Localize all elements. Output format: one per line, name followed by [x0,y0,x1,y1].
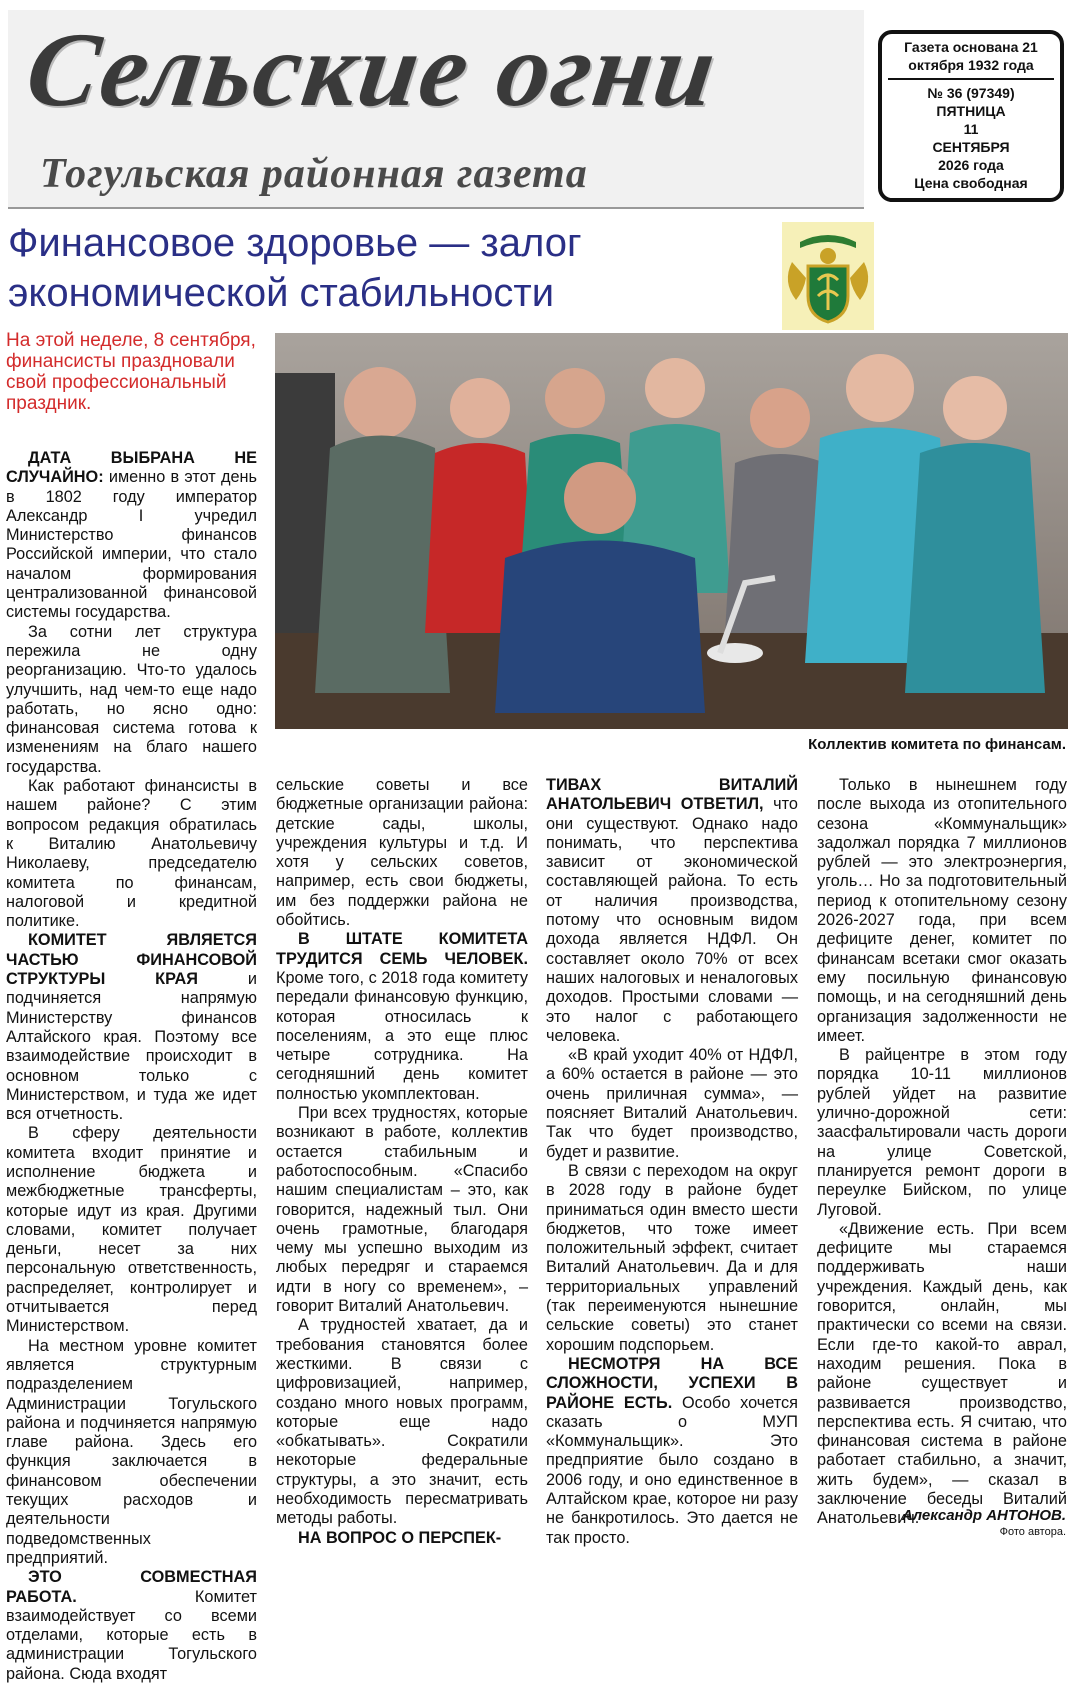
issue-day: 11 [963,121,979,137]
paragraph: «Движение есть. При всем дефиците мы стараемся поддерживать наши учреждения. Каждый день, как говорится, онлайн, мы практически со всеми на связи. Если где-то какой-то аврал, находим решения. Пока в районе существует и развивается производство, перспектива есть. Я считаю, что финансовая система в районе работает стабильно, а значит, жить будем», — сказал в заключение беседы Виталий Анатольевич. [817,1219,1067,1528]
photo-credit: Фото автора. [999,1526,1066,1538]
masthead-title: Сельские огни [19,11,725,128]
team-photo [275,333,1068,729]
paragraph: Особо хочется сказать о МУП «Коммунальщик». Это предприятие было создано в 2006 году, и оно единственное в Алтайском крае, которое ни разу не банкротилось. Это дается не так просто. [546,1393,798,1547]
finance-emblem-icon [782,222,874,330]
article-headline: Финансовое здоровье — залог экономической стабильности [8,221,582,315]
issue-info-box [878,30,1064,202]
founded-date: Газета основана 21 октября 1932 года [888,38,1054,80]
paragraph: Комитет взаимодействует со всеми отделами, которые есть в администрации Тогульского района. Сюда входят [6,1587,257,1683]
masthead-subtitle: Тогульская районная газета [40,151,588,197]
article-column-4 [817,776,1067,1529]
article-column-2 [276,776,528,1548]
subhead-1: ДАТА ВЫБРАНА НЕ СЛУЧАЙНО: [6,449,257,487]
paragraph: «В край уходит 40% от НДФЛ, а 60% остается в районе — это очень приличная сумма», — поясняет Виталий Анатольевич. Так что будет производство, будет и развитие. [546,1046,798,1161]
paragraph: На местном уровне комитет является структурным подразделением Администрации Тогульского района и подчиняется напрямую главе района. Здесь его функция заключается в финансовом обеспечении текущих расходов и деятельности подведомственных предприятий. [6,1336,257,1567]
paragraph: что они существуют. Однако надо понимать, что перспектива зависит от экономической составляющей района. То есть от наличия производства, потому что основным видом дохода является НДФЛ. Он составляет около 70% от всех наших налоговых и неналоговых доходов. Простыми словами — это налог с работающего человека. [546,795,798,1045]
paragraph: При всех трудностях, которые возникают в работе, коллектив остается стабильным и работоспособным. «Спасибо нашим специалистам – это, как говорится, надежный тыл. Они очень грамотные, благодаря чему мы успешно выходим из любых передряг и стараемся идти в ногу со временем», – говорит Виталий Анатольевич. [276,1104,528,1316]
article-lead: На этой неделе, 8 сентября, финансисты праздновали свой профессиональный праздник. [6,330,256,414]
article-column-1 [6,449,257,1684]
subhead-4: В ШТАТЕ КОМИТЕТА ТРУДИТСЯ СЕМЬ ЧЕЛОВЕК. [276,930,528,968]
photo-caption: Коллектив комитета по финансам. [808,736,1066,753]
paragraph: Как работают финансисты в нашем районе? С этим вопросом редакция обратилась к Виталию Анатольевичу Николаеву, председателю комитета по финансам, налоговой и кредитной политике. [6,777,257,931]
paragraph: А трудностей хватает, да и требования становятся более жесткими. В связи с цифровизацией, например, создано много новых программ, которые еще надо «обкатывать». Сократили некоторые федеральные структуры, а это значит, есть необходимость пересматривать методы работы. [276,1316,528,1528]
paragraph: В райцентре в этом году порядка 10-11 миллионов рублей уйдет на развитие улично-дорожной сети: заасфальтировали часть дороги на улице Советской, планируется ремонт дороги в переулке Бийском, по улице Луговой. [817,1046,1067,1219]
subhead-6: НЕСМОТРЯ НА ВСЕ СЛОЖНОСТИ, УСПЕХИ В РАЙОНЕ ЕСТЬ. [546,1354,798,1412]
subhead-2: КОМИТЕТ ЯВЛЯЕТСЯ ЧАСТЬЮ ФИНАНСОВОЙ СТРУКТУРЫ КРАЯ [6,931,257,989]
paragraph: Только в нынешнем году после выхода из отопительного сезона «Коммунальщик» задолжал порядка 7 миллионов рублей — это электроэнергия, уголь… Но за подготовительный период к отопительному сезону 2026-2027 года, при всем дефиците денег, комитет по финансам всетаки смог оказать ему посильную финансовую помощь, и на сегодняшний день организация задолженности не имеет. [817,776,1067,1045]
issue-year: 2026 года [938,157,1004,173]
article-column-3 [546,776,798,1548]
subhead-5: НА ВОПРОС О ПЕРСПЕК- [298,1528,502,1547]
paragraph: и подчиняется напрямую Министерству финансов Алтайского края. Поэтому все взаимодействие происходит в основном только с Министерством, и туда же идет вся отчетность. [6,970,258,1124]
paragraph: Кроме того, с 2018 года комитету передали финансовую функцию, которая относилась к поселениям, а это еще плюс четыре сотрудника. На сегодняшний день комитет полностью укомплектован. [276,968,528,1103]
paragraph: В сферу деятельности комитета входит принятие и исполнение бюджета и межбюджетные трансферты, которые идут из края. Другими словами, комитет получает деньги, несет за них персональную ответственность, распределяет, контролирует и отчитывается перед Министерством. [6,1124,257,1336]
paragraph: За сотни лет структура пережила не одну реорганизацию. Что-то удалось улучшить, над чем-то еще надо работать, но ясно одно: финансовая система готова к изменениям на благо нашего государства. [6,622,257,776]
subhead-5-cont: ТИВАХ ВИТАЛИЙ АНАТОЛЬЕВИЧ ОТВЕТИЛ, [546,776,798,814]
issue-weekday: ПЯТНИЦА [936,103,1006,119]
paragraph: именно в этот день в 1802 году император Александр I учредил Министерство финансов Российской империи, что стало началом формирования централизованной финансовой системы государства. [6,468,257,622]
issue-number: № 36 (97349) [927,85,1015,101]
paragraph: сельские советы и все бюджетные организации района: детские сады, школы, учреждения культуры и т.д. И хотя у сельских советов, например, есть свои бюджеты, им без поддержки района не обойтись. [276,776,528,930]
subhead-3: ЭТО СОВМЕСТНАЯ РАБОТА. [6,1568,257,1606]
paragraph: В связи с переходом на округ в 2028 году в районе будет приниматься один вместо шести бюджетов, что тоже имеет положительный эффект, считает Виталий Анатольевич. Да и для территориальных управлений (так переименуются нынешние сельские советы) это станет хорошим подспорьем. [546,1161,798,1354]
issue-price: Цена свободная [914,175,1028,191]
issue-month: СЕНТЯБРЯ [932,139,1010,155]
article-author: Александр АНТОНОВ. [901,1507,1066,1524]
